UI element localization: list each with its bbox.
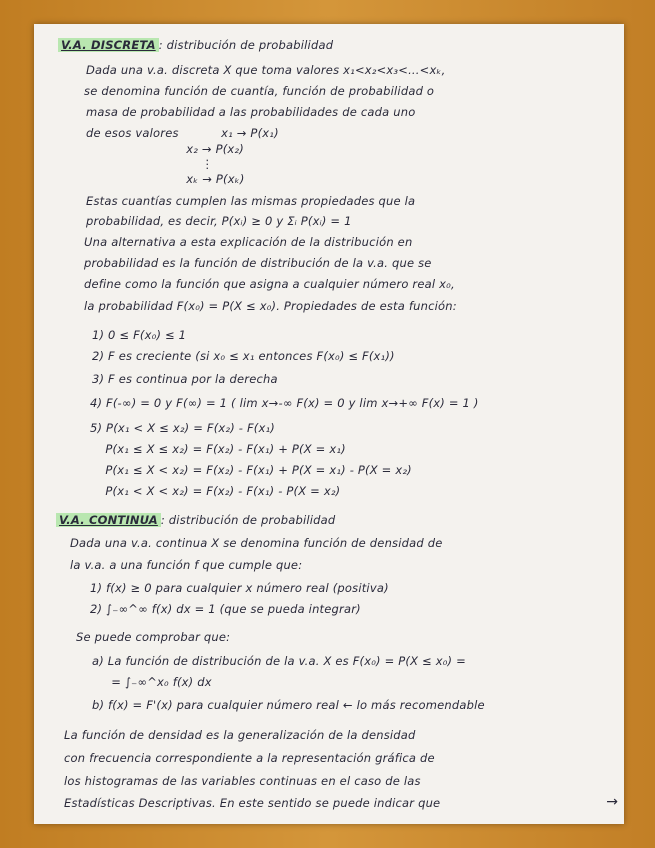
text-line: xₖ → P(xₖ): [86, 172, 245, 186]
text-line: Dada una v.a. continua X se denomina función de densidad de: [70, 536, 443, 550]
text-line: Se puede comprobar que:: [76, 630, 231, 644]
text-line: x₂ → P(x₂): [86, 142, 244, 156]
text-line: Dada una v.a. discreta X que toma valores x₁<x₂<x₃<...<xₖ,: [86, 63, 446, 77]
discrete-heading-line: [58, 38, 333, 52]
text-line: la v.a. a una función f que cumple que:: [70, 558, 303, 572]
property-item: P(x₁ ≤ X < x₂) = F(x₂) - F(x₁) + P(X = x₁) - P(X = x₂): [90, 463, 412, 477]
text-line: probabilidad, es decir, P(xᵢ) ≥ 0 y Σᵢ P(xᵢ) = 1: [86, 214, 352, 228]
property-item: P(x₁ ≤ X ≤ x₂) = F(x₂) - F(x₁) + P(X = x₁): [90, 442, 346, 456]
property-item: 2) F es creciente (si x₀ ≤ x₁ entonces F(x₀) ≤ F(x₁)): [92, 349, 395, 363]
result-item: b) f(x) = F'(x) para cualquier número real ← lo más recomendable: [92, 698, 485, 712]
text-line: ⋮: [86, 157, 214, 171]
text-line: Una alternativa a esta explicación de la distribución en: [84, 235, 413, 249]
result-item: = ∫₋∞^x₀ f(x) dx: [92, 675, 212, 689]
discrete-heading-rest: : distribución de probabilidad: [158, 38, 334, 52]
text-line: La función de densidad es la generalización de la densidad: [64, 728, 416, 742]
continue-arrow-icon: →: [606, 794, 618, 810]
text-line: se denomina función de cuantía, función de probabilidad o: [84, 84, 435, 98]
text-line: con frecuencia correspondiente a la representación gráfica de: [64, 751, 435, 765]
continuous-heading-line: [56, 513, 335, 527]
text-line: define como la función que asigna a cualquier número real x₀,: [84, 277, 455, 291]
text-line: Estadísticas Descriptivas. En este sentido se puede indicar que: [64, 796, 441, 810]
condition-item: 1) f(x) ≥ 0 para cualquier x número real (positiva): [90, 581, 389, 595]
continuous-heading-rest: : distribución de probabilidad: [160, 513, 336, 527]
text-line: masa de probabilidad a las probabilidades de cada uno: [86, 105, 416, 119]
discrete-heading: V.A. DISCRETA: [58, 38, 159, 52]
result-item: a) La función de distribución de la v.a. X es F(x₀) = P(X ≤ x₀) =: [92, 654, 466, 668]
condition-item: 2) ∫₋∞^∞ f(x) dx = 1 (que se pueda integrar): [90, 602, 361, 616]
property-item: 5) P(x₁ < X ≤ x₂) = F(x₂) - F(x₁): [90, 421, 275, 435]
text-line: la probabilidad F(x₀) = P(X ≤ x₀). Propiedades de esta función:: [84, 299, 457, 313]
property-item: P(x₁ < X < x₂) = F(x₂) - F(x₁) - P(X = x₂): [90, 484, 341, 498]
text-line: de esos valores x₁ → P(x₁): [86, 126, 279, 140]
continuous-heading: V.A. CONTINUA: [56, 513, 161, 527]
notebook-page: [34, 24, 624, 824]
property-item: 1) 0 ≤ F(x₀) ≤ 1: [92, 328, 187, 342]
text-line: probabilidad es la función de distribución de la v.a. que se: [84, 256, 432, 270]
text-line: los histogramas de las variables continuas en el caso de las: [64, 774, 421, 788]
property-item: 4) F(-∞) = 0 y F(∞) = 1 ( lim x→-∞ F(x) = 0 y lim x→+∞ F(x) = 1 ): [90, 396, 479, 410]
property-item: 3) F es continua por la derecha: [92, 372, 278, 386]
text-line: Estas cuantías cumplen las mismas propiedades que la: [86, 194, 416, 208]
